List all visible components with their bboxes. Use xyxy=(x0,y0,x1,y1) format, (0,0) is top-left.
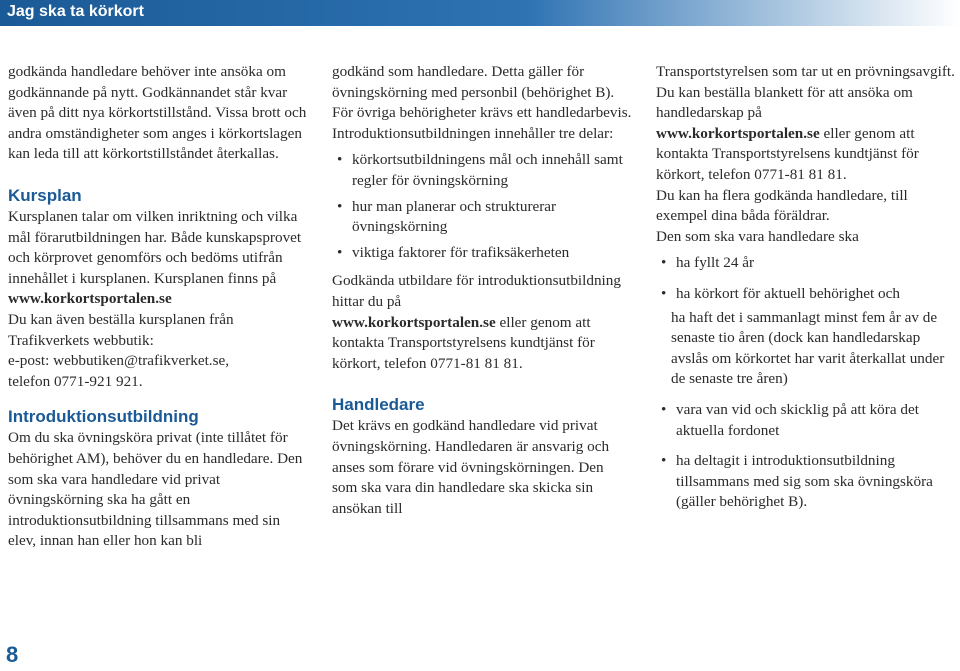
col2-utbildare-text: Godkända utbildare för introduktionsutbildning hittar du på xyxy=(332,272,621,310)
kursplan-text: Kursplanen talar om vilken inriktning och vilka mål förarutbildningen har. Både kunskapsprovet och körprovet genomförs och bedöms utifrån innehållet i kursplanen. Kursplanen finns på xyxy=(8,207,302,287)
col3-text-3 xyxy=(656,124,956,186)
column-3 xyxy=(656,62,956,513)
page-number: 8 xyxy=(6,642,19,667)
kursplan-heading: Kursplan xyxy=(8,185,82,205)
col3-contact-text: eller genom att kontakta Transportstyrelsens kundtjänst för körkort, telefon 0771-81 81 81. xyxy=(656,124,919,183)
handledare-text: Det krävs en godkänd handledare vid privat övningskörning. Handledaren är ansvarig och anses som förare vid övningskörningen. Den som ska vara din handledare ska skicka sin ansökan till xyxy=(332,417,610,517)
col3-text-4: Du kan ha flera godkända handledare, till exempel dina båda föräldrar. xyxy=(656,186,908,225)
list-item-continuation: ha haft det i sammanlagt minst fem år av de senaste tio åren (dock kan handledarskap avslås om körkortet har varit återkallat under de senaste tre åren) xyxy=(671,308,945,388)
col3-text-2: Du kan beställa blankett för att ansöka om handledarskap på xyxy=(656,83,913,122)
intro-content-list xyxy=(332,150,632,263)
col2-text-2: Introduktionsutbildningen innehåller tre delar: xyxy=(332,124,614,142)
handledare-requirements-list xyxy=(656,253,956,513)
list-item: • ha fyllt 24 år xyxy=(656,253,956,274)
introduktion-text: Om du ska övningsköra privat (inte tillåtet för behörighet AM), behöver du en handledare. Den som ska vara handledare vid privat övningskörning ska ha gått en introduktionsutbildning tillsammans med sin elev, innan han eller hon kan bli xyxy=(8,429,303,550)
col2-text-3 xyxy=(332,271,632,374)
col3-text-1: Transportstyrelsen som tar ut en prövningsavgift. xyxy=(656,63,955,80)
col2-text-1: godkänd som handledare. Detta gäller för övningskörning med personbil (behörighet B). För övriga behörigheter krävs ett handledarbevis. xyxy=(332,63,632,122)
handledare-heading: Handledare xyxy=(332,395,425,415)
col2-contact-text: eller genom att kontakta Transportstyrelsens kundtjänst för körkort, telefon 0771-81 81 81. xyxy=(332,313,595,372)
header-bar xyxy=(0,0,960,26)
list-item: • vara van vid och skicklig på att köra det aktuella fordonet xyxy=(656,400,956,441)
page-header xyxy=(0,0,960,26)
list-item: • ha körkort för aktuell behörighet och xyxy=(656,284,956,305)
kursplan-email: e-post: webbutiken@trafikverket.se, xyxy=(8,352,230,370)
list-item: • körkortsutbildningens mål och innehåll samt regler för övningskörning xyxy=(332,150,632,191)
column-2 xyxy=(332,62,632,519)
introduktion-heading: Introduktionsutbildning xyxy=(8,407,199,427)
list-item: • hur man planerar och strukturerar övningskörning xyxy=(332,197,632,238)
kursplan-phone: telefon 0771-921 921. xyxy=(8,372,143,390)
list-item: • viktiga faktorer för trafiksäkerheten xyxy=(332,243,632,264)
list-item: • ha deltagit i introduktionsutbildning tillsammans med sig som ska övningsköra (gäller behörighet B). xyxy=(656,451,956,513)
header-title: Jag ska ta körkort xyxy=(7,3,144,20)
column-1 xyxy=(8,62,308,552)
kursplan-link[interactable]: www.korkortsportalen.se xyxy=(8,290,172,308)
kursplan-order-text: Du kan även beställa kursplanen från Trafikverkets webbutik: xyxy=(8,310,234,349)
col3-link[interactable]: www.korkortsportalen.se xyxy=(656,124,820,142)
col3-text-5: Den som ska vara handledare ska xyxy=(656,227,859,245)
col2-link[interactable]: www.korkortsportalen.se xyxy=(332,313,496,331)
intro-paragraph: godkända handledare behöver inte ansöka om godkännande på nytt. Godkännandet står kvar även på ditt nya körkortstillstånd. Vissa brott och andra omständigheter som anges i körkortslagen kan leda till att körkortstillståndet återkallas. xyxy=(8,63,307,163)
